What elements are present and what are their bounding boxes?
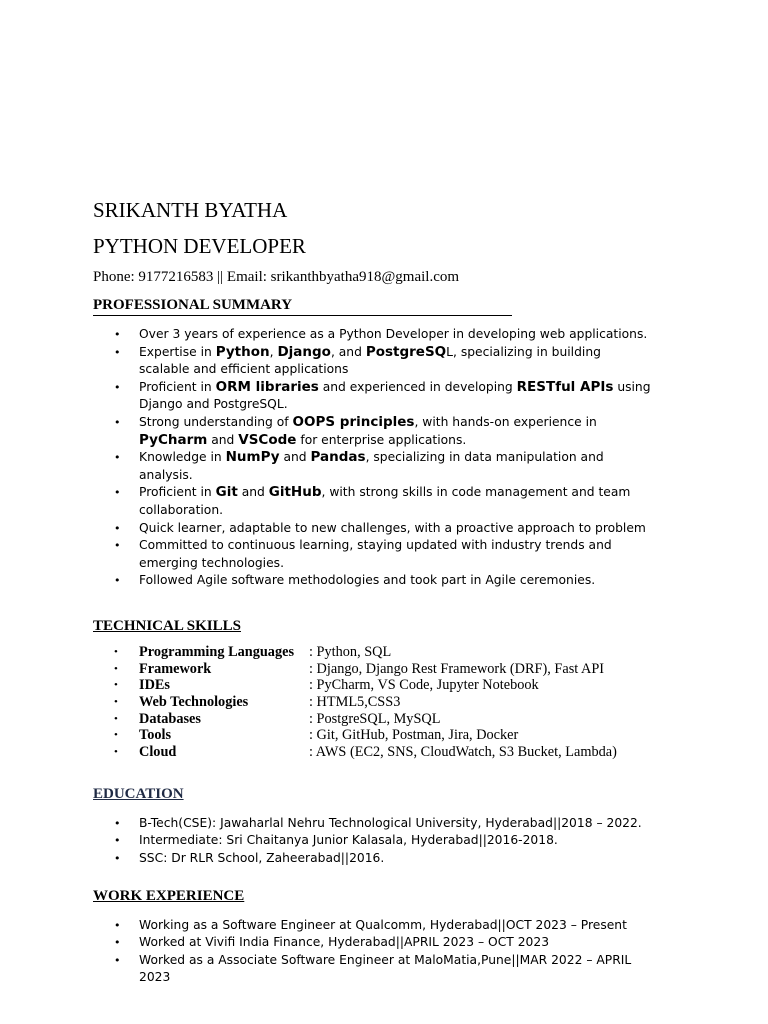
summary-item	[93, 379, 653, 414]
summary-text: Proficient in	[139, 485, 216, 500]
summary-text: Knowledge in	[139, 450, 226, 465]
summary-text: , with hands-on experience in	[414, 414, 597, 429]
skill-row	[93, 694, 653, 711]
education-item	[93, 815, 653, 833]
summary-item	[93, 572, 653, 590]
summary-keyword: PostgreSQ	[365, 343, 447, 360]
summary-keyword: NumPy	[225, 449, 280, 466]
bullet-icon: •	[114, 679, 118, 692]
summary-item	[93, 537, 653, 572]
summary-keyword: Git	[215, 484, 238, 501]
skill-value: : Django, Django Rest Framework (DRF), Fast API	[309, 660, 605, 677]
work-item	[93, 952, 653, 987]
candidate-name: SRIKANTH BYATHA	[93, 198, 288, 222]
summary-text: and	[207, 432, 239, 447]
summary-item	[93, 326, 653, 344]
skill-row	[93, 661, 653, 678]
bullet-icon: •	[114, 415, 121, 429]
skill-label: Web Technologies	[139, 694, 249, 711]
bullet-icon: •	[114, 662, 118, 675]
summary-text: and	[237, 485, 269, 500]
bullet-icon: •	[114, 834, 121, 848]
summary-text: and experienced in developing	[318, 379, 517, 394]
education-heading: EDUCATION	[93, 785, 184, 802]
education-item-text: Intermediate: Sri Chaitanya Junior Kalasala, Hyderabad||2016-2018.	[139, 833, 558, 848]
bullet-icon: •	[114, 696, 118, 709]
skill-label: IDEs	[139, 677, 170, 694]
bullet-icon: •	[114, 918, 121, 932]
summary-item	[93, 520, 653, 538]
education-item-text: B-Tech(CSE): Jawaharlal Nehru Technological University, Hyderabad||2018 – 2022.	[139, 815, 642, 830]
summary-keyword: ORM libraries	[215, 378, 319, 395]
skill-label: Framework	[139, 660, 212, 677]
skills-heading: TECHNICAL SKILLS	[93, 617, 241, 634]
skill-value: : AWS (EC2, SNS, CloudWatch, S3 Bucket, Lambda)	[309, 744, 617, 761]
bullet-icon: •	[114, 345, 121, 359]
summary-text: Strong understanding of	[139, 414, 293, 429]
summary-keyword: PyCharm	[139, 431, 208, 448]
skill-value: : PyCharm, VS Code, Jupyter Notebook	[309, 677, 539, 694]
summary-keyword: RESTful APIs	[516, 378, 614, 395]
bullet-icon: •	[114, 852, 121, 866]
summary-item	[93, 344, 653, 379]
work-item-text: Working as a Software Engineer at Qualcomm, Hyderabad||OCT 2023 – Present	[139, 917, 627, 932]
skill-row	[93, 727, 653, 744]
bullet-icon: •	[114, 816, 121, 830]
skill-row	[93, 644, 653, 661]
bullet-icon: •	[114, 380, 121, 394]
work-heading: WORK EXPERIENCE	[93, 887, 245, 904]
bullet-icon: •	[114, 328, 121, 341]
summary-text: Over 3 years of experience as a Python Developer in developing web applications.	[139, 327, 648, 341]
bullet-icon: •	[114, 486, 121, 500]
skills-list	[93, 644, 653, 761]
summary-item	[93, 414, 653, 449]
education-item	[93, 832, 653, 850]
summary-text: using Django and PostgreSQL.	[139, 379, 651, 412]
summary-keyword: Django	[277, 343, 331, 360]
summary-item	[93, 484, 653, 519]
bullet-icon: •	[114, 729, 118, 742]
work-list	[93, 917, 653, 987]
summary-item	[93, 449, 653, 484]
summary-text: , specializing in data manipulation and analysis.	[139, 450, 604, 482]
skill-label: Tools	[139, 727, 172, 744]
work-item	[93, 917, 653, 935]
bullet-icon: •	[114, 521, 121, 535]
bullet-icon: •	[114, 953, 121, 967]
bullet-icon: •	[114, 936, 121, 950]
summary-keyword: VSCode	[238, 431, 297, 448]
skill-value: : Python, SQL	[309, 643, 392, 660]
skill-label: Cloud	[139, 744, 177, 761]
skill-label: Databases	[139, 710, 201, 727]
summary-text: Quick learner, adaptable to new challenges, with a proactive approach to problem	[139, 520, 646, 535]
education-list	[93, 815, 653, 868]
work-item-text: Worked as a Associate Software Engineer at MaloMatia,Pune||MAR 2022 – APRIL 2023	[139, 952, 632, 985]
skill-row	[93, 677, 653, 694]
summary-text: , with strong skills in code management and team collaboration.	[139, 485, 631, 517]
skill-value: : HTML5,CSS3	[309, 694, 401, 711]
skill-row	[93, 711, 653, 728]
summary-text: Committed to continuous learning, staying updated with industry trends and emerging technologies.	[139, 538, 612, 570]
bullet-icon: •	[114, 451, 121, 465]
summary-text: Followed Agile software methodologies and took part in Agile ceremonies.	[139, 573, 596, 588]
skill-row	[93, 744, 653, 761]
work-item	[93, 934, 653, 952]
contact-line: Phone: 9177216583 || Email: srikanthbyatha918@gmail.com	[93, 269, 460, 285]
summary-text: ,	[269, 344, 278, 359]
summary-keyword: Pandas	[310, 449, 366, 466]
summary-keyword: GitHub	[268, 484, 322, 501]
bullet-icon: •	[114, 574, 121, 588]
summary-text: for enterprise applications.	[296, 432, 467, 447]
bullet-icon: •	[114, 645, 118, 658]
skill-value: : Git, GitHub, Postman, Jira, Docker	[309, 727, 519, 744]
summary-text: L, specializing in building scalable and efficient applications	[139, 344, 601, 377]
bullet-icon: •	[114, 746, 118, 759]
bullet-icon: •	[114, 712, 118, 725]
summary-text: , and	[330, 344, 366, 359]
skill-value: : PostgreSQL, MySQL	[309, 710, 441, 727]
education-item	[93, 850, 653, 868]
education-item-text: SSC: Dr RLR School, Zaheerabad||2016.	[139, 851, 385, 866]
summary-text: Expertise in	[139, 344, 216, 359]
summary-keyword: Python	[215, 343, 270, 360]
summary-list	[93, 326, 653, 590]
bullet-icon: •	[114, 539, 121, 553]
skill-label: Programming Languages	[139, 643, 295, 660]
summary-heading: PROFESSIONAL SUMMARY	[93, 295, 512, 316]
summary-text: Proficient in	[139, 379, 216, 394]
work-item-text: Worked at Vivifi India Finance, Hyderabad||APRIL 2023 – OCT 2023	[139, 935, 550, 950]
summary-text: and	[279, 450, 311, 465]
job-title: PYTHON DEVELOPER	[93, 234, 306, 258]
summary-keyword: OOPS principles	[292, 413, 415, 430]
